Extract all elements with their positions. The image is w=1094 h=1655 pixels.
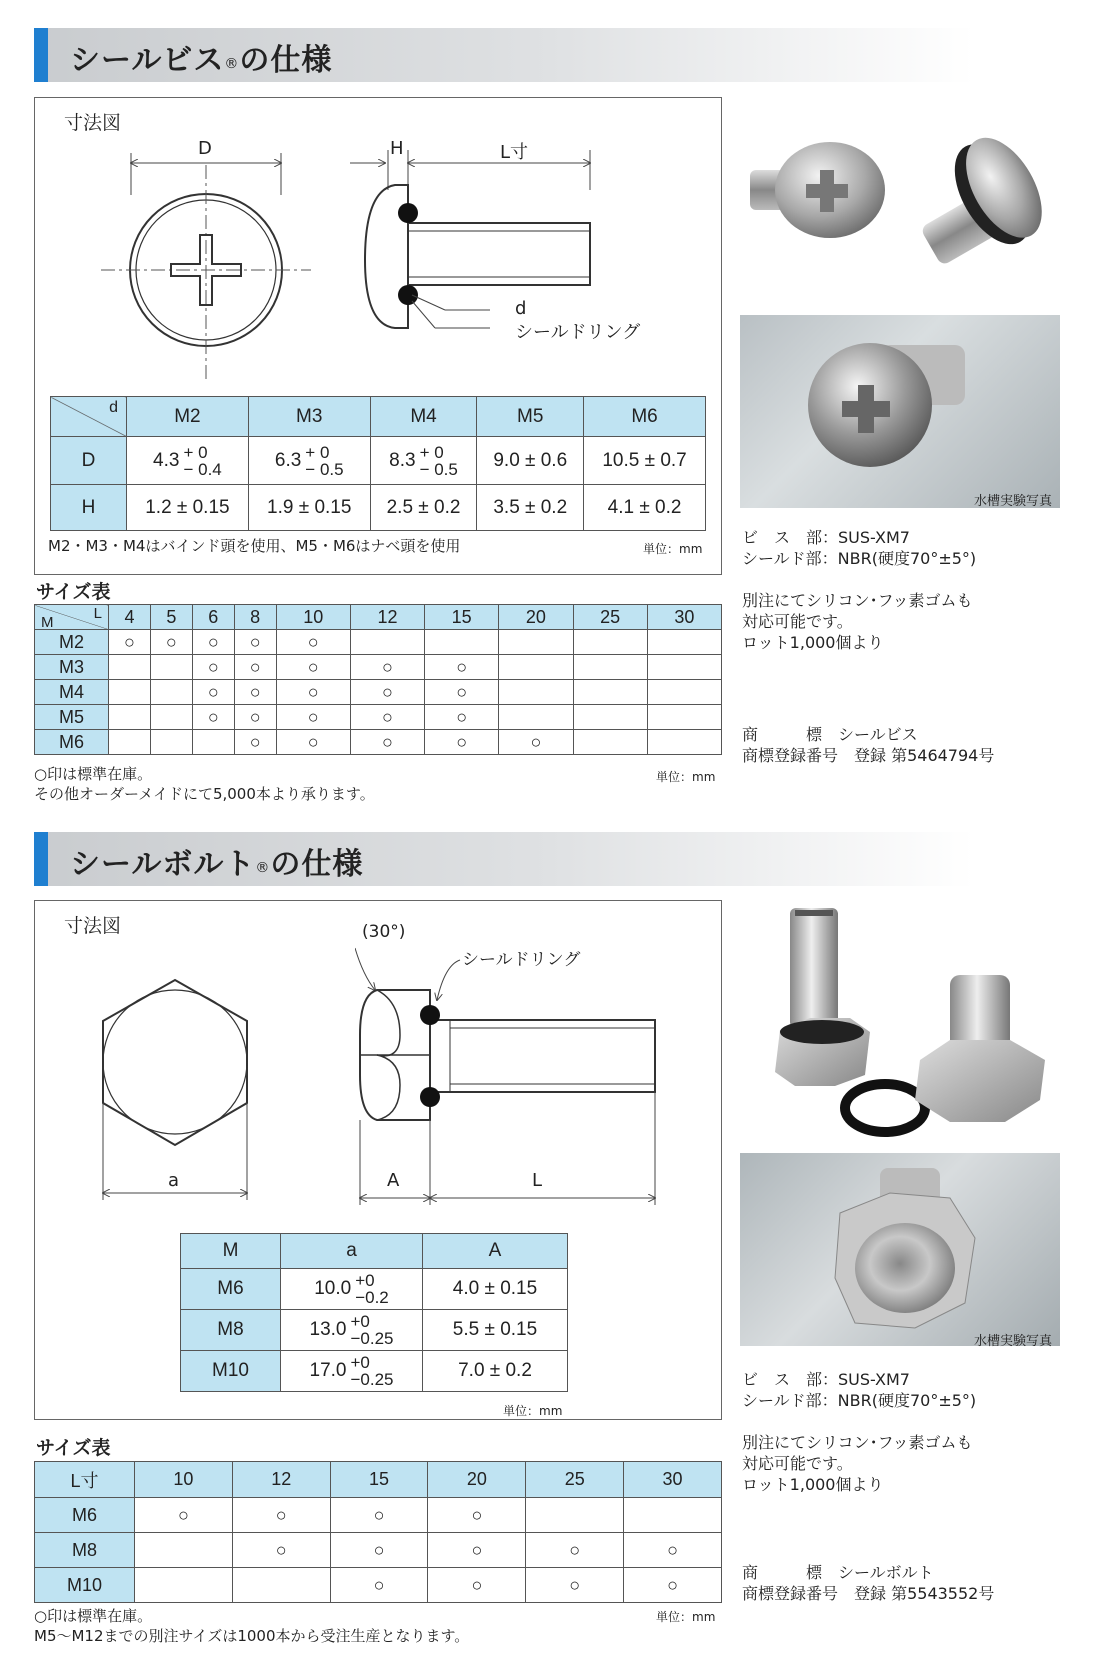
bolt-dimension-table [180,1233,568,1392]
row-label: M8 [35,1533,135,1568]
stock-cell [150,655,192,680]
table-header: 10 [276,605,350,630]
stock-cell [647,655,721,680]
table-header: 8 [234,605,276,630]
order-note: M5〜M12までの別注サイズは1000本から受注生産となります。 [34,1627,470,1645]
stock-note: ○印は標準在庫。 [34,1607,153,1625]
stock-cell: ○ [234,680,276,705]
stock-cell: ○ [192,655,234,680]
stock-cell: ○ [234,630,276,655]
stock-cell [109,730,151,755]
screw-product-photo [740,115,1060,290]
screw-size-table [34,604,722,755]
table-row [35,730,722,755]
table-header: 12 [232,1462,330,1498]
bolt-side-view-drawing [355,930,665,1215]
custom-order-spec: 別注にてシリコン･フッ素ゴムも 対応可能です。 ロット1,000個より [742,591,973,652]
stock-cell [573,680,647,705]
table-corner-cell: L寸 [35,1462,135,1498]
stock-cell: ○ [330,1533,428,1568]
head-type-note: M2・M3・M4はバインド頭を使用、M5・M6はナベ頭を使用 [48,537,461,555]
stock-cell: ○ [276,655,350,680]
table-header: 30 [624,1462,722,1498]
stock-cell: ○ [350,680,424,705]
stock-cell [647,680,721,705]
row-label: M6 [35,730,109,755]
stock-cell [647,705,721,730]
table-header: 5 [150,605,192,630]
row-label: M4 [35,680,109,705]
seal-ring-label: シールドリング [462,950,581,970]
table-header: M6 [584,397,706,437]
table-cell: 7.0 ± 0.2 [423,1351,568,1392]
table-cell: 8.3 + 0 − 0.5 [370,437,477,485]
stock-cell: ○ [526,1568,624,1603]
photo-caption: 水槽実験写真 [974,494,1053,509]
table-corner-cell: d [51,397,127,437]
dimension-D-label: D [198,138,212,159]
bolt-product-photo [760,900,1060,1140]
stock-note: ○印は標準在庫。 [34,765,153,783]
table-cell: 17.0 +0 −0.25 [281,1351,423,1392]
stock-cell: ○ [234,655,276,680]
seal-ring-label: シールドリング [515,322,641,343]
stock-cell [350,630,424,655]
stock-cell: ○ [425,655,499,680]
table-cell: 4.3 + 0 − 0.4 [127,437,249,485]
table-header: a [281,1234,423,1269]
stock-cell [425,630,499,655]
dimension-a-label: a [168,1170,180,1191]
table-header: M3 [248,397,370,437]
table-header: 20 [499,605,573,630]
stock-cell [624,1498,722,1533]
stock-cell [573,655,647,680]
table-header: 25 [526,1462,624,1498]
stock-cell [573,630,647,655]
row-label: M3 [35,655,109,680]
section2-title: シールボルト®の仕様 [70,847,364,882]
table-cell: 6.3 + 0 − 0.5 [248,437,370,485]
stock-cell: ○ [135,1498,233,1533]
dimension-A-label: A [387,1170,400,1191]
stock-cell [109,655,151,680]
table-header: M [181,1234,281,1269]
unit-label: 単位：mm [503,1404,563,1418]
water-tank-test-photo [740,1153,1060,1346]
table-cell: 2.5 ± 0.2 [370,485,477,531]
table-header: M4 [370,397,477,437]
stock-cell: ○ [428,1568,526,1603]
table-cell: 10.5 ± 0.7 [584,437,706,485]
accent-bar [34,28,48,82]
stock-cell [192,730,234,755]
row-label: M5 [35,705,109,730]
table-row [35,655,722,680]
table-row [181,1269,568,1310]
photo-caption: 水槽実験写真 [974,1334,1053,1349]
table-header: 12 [350,605,424,630]
stock-cell: ○ [234,730,276,755]
custom-order-spec: 別注にてシリコン･フッ素ゴムも 対応可能です。 ロット1,000個より [742,1433,973,1494]
table-header: 15 [425,605,499,630]
stock-cell: ○ [234,705,276,730]
section2-header [34,832,974,886]
table-row [35,1533,722,1568]
section1-dimension-label: 寸法図 [64,112,122,134]
stock-cell: ○ [499,730,573,755]
section1-header [34,28,974,82]
stock-cell: ○ [350,705,424,730]
stock-cell: ○ [330,1498,428,1533]
size-table-title: サイズ表 [36,1437,111,1459]
table-cell: 1.9 ± 0.15 [248,485,370,531]
dimension-H-label: H [390,138,404,159]
table-header: 30 [647,605,721,630]
stock-cell [499,630,573,655]
stock-cell: ○ [232,1498,330,1533]
stock-cell: ○ [276,705,350,730]
stock-cell [499,655,573,680]
row-label: M2 [35,630,109,655]
unit-label: 単位：mm [656,1610,716,1624]
table-header: A [423,1234,568,1269]
table-cell: 9.0 ± 0.6 [477,437,584,485]
stock-cell [499,680,573,705]
stock-cell: ○ [192,680,234,705]
table-row [35,1568,722,1603]
stock-cell: ○ [428,1533,526,1568]
table-row [35,705,722,730]
table-header: M2 [127,397,249,437]
table-header: M5 [477,397,584,437]
table-row [51,437,706,485]
section1-title: シールビス®の仕様 [70,43,333,78]
material-spec: ビ ス 部：SUS-XM7 シールド部：NBR(硬度70°±5°) [742,1370,977,1410]
stock-cell: ○ [109,630,151,655]
stock-cell [109,680,151,705]
trademark-info: 商 標 シールボルト 商標登録番号 登録 第5543552号 [742,1563,995,1603]
table-row [181,1351,568,1392]
screw-front-view-drawing [96,135,326,390]
unit-label: 単位：mm [656,770,716,784]
stock-cell: ○ [425,680,499,705]
material-spec: ビ ス 部：SUS-XM7 シールド部：NBR(硬度70°±5°) [742,528,977,568]
table-header: 20 [428,1462,526,1498]
angle-label: (30°) [362,922,406,942]
stock-cell: ○ [276,680,350,705]
stock-cell: ○ [150,630,192,655]
dimension-d-label: d [515,298,527,319]
stock-cell [232,1568,330,1603]
stock-cell [573,730,647,755]
table-row [51,485,706,531]
stock-cell [135,1533,233,1568]
dimension-L-label: L [532,1170,543,1191]
section2-dimension-label: 寸法図 [64,915,122,937]
stock-cell: ○ [428,1498,526,1533]
bolt-hex-front-drawing [95,975,265,1210]
row-label: H [51,485,127,531]
row-label: M10 [181,1351,281,1392]
stock-cell: ○ [526,1533,624,1568]
table-header: 15 [330,1462,428,1498]
stock-cell: ○ [330,1568,428,1603]
stock-cell [647,630,721,655]
table-cell: 13.0 +0 −0.25 [281,1310,423,1351]
trademark-info: 商 標 シールビス 商標登録番号 登録 第5464794号 [742,725,995,765]
row-label: M10 [35,1568,135,1603]
order-note: その他オーダーメイドにて5,000本より承ります。 [34,785,375,803]
stock-cell: ○ [624,1533,722,1568]
water-tank-test-photo [740,315,1060,508]
table-header: 4 [109,605,151,630]
stock-cell: ○ [276,630,350,655]
stock-cell [150,705,192,730]
table-cell: 4.0 ± 0.15 [423,1269,568,1310]
table-row [35,630,722,655]
stock-cell: ○ [276,730,350,755]
row-label: M8 [181,1310,281,1351]
row-label: M6 [181,1269,281,1310]
table-header: 10 [135,1462,233,1498]
dimension-L-label: L寸 [500,142,529,163]
bolt-size-table [34,1461,722,1603]
size-table-title: サイズ表 [36,581,111,603]
stock-cell: ○ [232,1533,330,1568]
accent-bar [34,832,48,886]
stock-cell [499,705,573,730]
stock-cell: ○ [624,1568,722,1603]
stock-cell [150,730,192,755]
stock-cell [150,680,192,705]
stock-cell: ○ [350,655,424,680]
screw-dimension-table [50,396,706,531]
row-label: D [51,437,127,485]
stock-cell: ○ [192,705,234,730]
stock-cell: ○ [425,730,499,755]
table-cell: 4.1 ± 0.2 [584,485,706,531]
stock-cell [573,705,647,730]
table-cell: 3.5 ± 0.2 [477,485,584,531]
stock-cell [109,705,151,730]
table-header: 6 [192,605,234,630]
stock-cell: ○ [425,705,499,730]
stock-cell [135,1568,233,1603]
table-cell: 1.2 ± 0.15 [127,485,249,531]
table-header: 25 [573,605,647,630]
row-label: M6 [35,1498,135,1533]
table-row [35,1498,722,1533]
stock-cell: ○ [192,630,234,655]
unit-label: 単位：mm [643,542,703,556]
table-corner-cell: L M [35,605,109,630]
stock-cell: ○ [350,730,424,755]
table-row [181,1310,568,1351]
table-row [35,680,722,705]
stock-cell [647,730,721,755]
stock-cell [526,1498,624,1533]
table-cell: 10.0 +0 −0.2 [281,1269,423,1310]
table-cell: 5.5 ± 0.15 [423,1310,568,1351]
